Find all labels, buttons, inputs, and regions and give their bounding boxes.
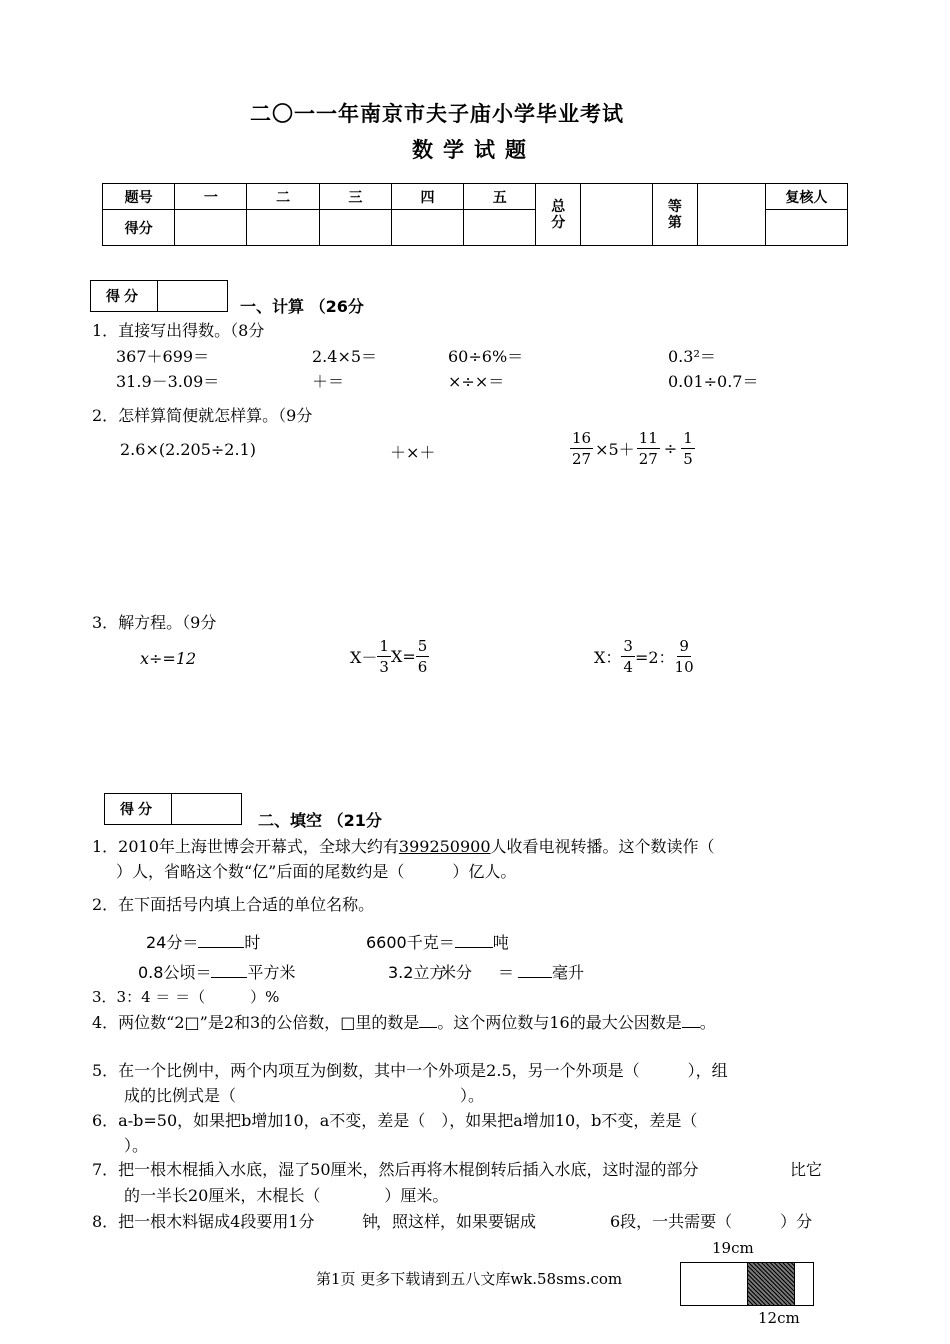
col-1: 一 xyxy=(175,184,247,210)
total-label: 总分 xyxy=(536,184,581,246)
s2-q8-overlap: 钟 xyxy=(362,1212,379,1231)
s2-q2-text: 2．在下面括号内填上合适的单位名称。 xyxy=(92,895,375,914)
s2-q1-line2: ）人，省略这个数“亿”后面的尾数约是（ ）亿人。 xyxy=(116,862,517,881)
s1-q1-text: 1．直接写出得数。（8分 xyxy=(92,321,265,340)
section1-score-box xyxy=(90,280,228,312)
s1-q3-text: 3．解方程。（9分 xyxy=(92,613,217,632)
score-cell-4[interactable] xyxy=(391,210,463,246)
reviewer-cell[interactable] xyxy=(765,210,847,246)
s1-q2-expr2: ＋×＋ xyxy=(390,443,436,462)
s2-q2-c: 0.8公顷＝ 平方米 xyxy=(138,963,296,982)
shaded-region xyxy=(747,1263,795,1305)
col-3: 三 xyxy=(319,184,391,210)
s1-q1-item: ×÷×＝ xyxy=(448,372,505,391)
rectangle-figure xyxy=(680,1262,814,1306)
exam-title: 二〇一一年南京市夫子庙小学毕业考试 xyxy=(250,102,624,126)
s2-q3-text: 3．3：4 ＝ ＝（ ）% xyxy=(92,988,280,1006)
section2-score-field[interactable] xyxy=(172,794,241,824)
fraction: $\frac{3}{4}$ xyxy=(623,637,633,676)
section2-heading: 二、填空 （21分 xyxy=(258,811,382,830)
answer-blank[interactable] xyxy=(682,1027,700,1028)
score-cell-2[interactable] xyxy=(247,210,319,246)
s2-q2-d-overlap: 米分 xyxy=(440,963,473,982)
total-score-cell[interactable] xyxy=(581,184,653,246)
col-2: 二 xyxy=(247,184,319,210)
s2-q6-line1: 6．a-b=50，如果把b增加10，a不变，差是（ ），如果把a增加10，b不变，差是（ xyxy=(92,1111,698,1130)
section1-heading: 一、计算 （26分 xyxy=(240,297,364,316)
s2-q1-line1: 1．2010年上海世博会开幕式，全球大约有399250900人收看电视转播。这个数读作（ xyxy=(92,837,715,856)
s2-q6-line2: ）。 xyxy=(124,1136,149,1155)
s2-q8-a: 8．把一根木料锯成4段要用1分 xyxy=(92,1212,315,1231)
s1-q1-item: 367＋699＝ xyxy=(116,347,210,366)
fraction: $\frac{5}{6}$ xyxy=(417,637,428,676)
s1-q2-text: 2．怎样算简便就怎样算。（9分 xyxy=(92,406,313,425)
s2-q5-line1: 5．在一个比例中，两个内项互为倒数，其中一个外项是2.5，另一个外项是（ ），组 xyxy=(92,1061,728,1080)
s1-q1-item: 31.9－3.09＝ xyxy=(116,372,220,391)
answer-blank[interactable] xyxy=(518,977,552,978)
section2-score-box xyxy=(104,793,242,825)
score-cell-3[interactable] xyxy=(319,210,391,246)
col-4: 四 xyxy=(391,184,463,210)
fraction: $\frac{16}{27}$ xyxy=(572,429,592,468)
figure-top-label: 19cm xyxy=(712,1239,754,1257)
question-number-label: 题号 xyxy=(103,184,175,210)
s1-q1-item: 0.3²＝ xyxy=(668,347,716,366)
answer-blank[interactable] xyxy=(419,1027,437,1028)
s1-q3-eq2: X－ $\frac{1}{3}$ X= $\frac{5}{6}$ xyxy=(350,637,428,676)
answer-blank[interactable] xyxy=(211,977,247,978)
section2-score-label: 得分 xyxy=(105,794,172,824)
fraction: $\frac{11}{27}$ xyxy=(638,429,658,468)
answer-blank[interactable] xyxy=(198,947,244,948)
score-cell-1[interactable] xyxy=(175,210,247,246)
col-5: 五 xyxy=(464,184,536,210)
section1-score-field[interactable] xyxy=(158,281,227,311)
s2-q2-d: 3.2立方 xyxy=(388,963,446,982)
s1-q1-item: 60÷6%＝ xyxy=(448,347,524,366)
s2-q8-c: 6段，一共需要（ ）分 xyxy=(610,1212,813,1231)
fraction: $\frac{1}{3}$ xyxy=(379,637,389,676)
s2-q2-d-end: ＝ 毫升 xyxy=(498,963,585,982)
s1-q1-item: 2.4×5＝ xyxy=(312,347,378,366)
s1-q3-eq3: X： $\frac{3}{4}$ =2： $\frac{9}{10}$ xyxy=(594,637,694,676)
exam-subtitle: 数学试题 xyxy=(412,138,536,162)
section1-score-label: 得分 xyxy=(91,281,158,311)
s1-q3-eq1: x÷=12 xyxy=(140,649,197,668)
answer-blank[interactable] xyxy=(455,947,493,948)
s2-q4-text: 4．两位数“2□”是2和3的公倍数，□里的数是 。这个两位数与16的最大公因数是 。 xyxy=(92,1013,716,1032)
figure-bottom-label: 12cm xyxy=(758,1309,800,1327)
s2-q7-line2: 的一半长20厘米，木棍长（ ）厘米。 xyxy=(124,1186,449,1205)
s2-q7-line1: 7．把一根木棍插入水底，湿了50厘米，然后再将木棍倒转后插入水底，这时湿的部分 xyxy=(92,1160,699,1179)
score-label: 得分 xyxy=(103,210,175,246)
s1-q1-item: 0.01÷0.7＝ xyxy=(668,372,759,391)
score-cell-5[interactable] xyxy=(464,210,536,246)
page-footer: 第1页 更多下载请到五八文库wk.58sms.com xyxy=(316,1270,623,1288)
score-table xyxy=(102,183,848,246)
s2-q8-b: ，照这样，如果要锯成 xyxy=(376,1212,537,1231)
s2-q2-b: 6600千克＝ 吨 xyxy=(366,933,509,952)
grade-cell[interactable] xyxy=(697,184,765,246)
s2-q7-overlap: 比它 xyxy=(790,1160,823,1179)
s1-q2-expr3: $\frac{16}{27}$ ×5＋ $\frac{11}{27}$ ÷ $\frac{1}{5}$ xyxy=(572,429,693,468)
reviewer-label: 复核人 xyxy=(765,184,847,210)
s2-q2-a: 24分＝ 时 xyxy=(146,933,261,952)
fraction: $\frac{1}{5}$ xyxy=(683,429,693,468)
fraction: $\frac{9}{10}$ xyxy=(674,637,694,676)
viewer-count: 399250900 xyxy=(398,837,491,856)
s2-q5-line2: 成的比例式是（ ）。 xyxy=(124,1086,485,1105)
s1-q2-expr1: 2.6×(2.205÷2.1) xyxy=(120,440,256,459)
grade-label: 等第 xyxy=(653,184,698,246)
s1-q1-item: ＋＝ xyxy=(312,372,345,391)
